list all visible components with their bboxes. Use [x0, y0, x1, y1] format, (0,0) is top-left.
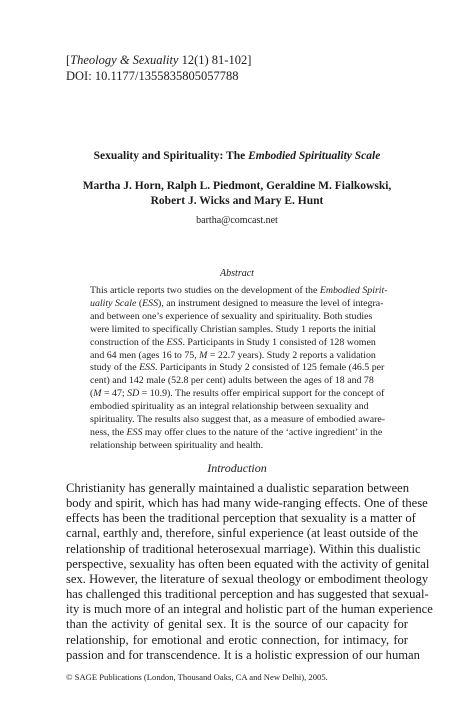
paper-title — [0, 150, 474, 162]
authors-line-2: Robert J. Wicks and Mary E. Hunt — [150, 195, 324, 207]
abstract-line: relationship between spirituality and health. — [90, 439, 264, 451]
abstract-line: and between one’s experience of sexuality and spirituality. Both studies — [90, 310, 373, 322]
body-line: ity is much more of an integral and holistic part of the human experience — [66, 602, 433, 617]
abstract-line: construction of the ESS. Participants in Study 1 consisted of 128 women — [90, 336, 376, 348]
body-line: carnal, earthly and, therefore, sinful experience (at least outside of the — [66, 526, 419, 541]
body-line: passion and for transcendence. It is a holistic expression of our human — [66, 647, 420, 662]
body-line: perspective, sexuality has often been equated with the activity of genital — [66, 556, 430, 571]
abstract-line: spirituality. The results also suggest that, as a measure of embodied aware- — [90, 414, 386, 426]
introduction-text — [66, 481, 433, 663]
copyright-footer: © SAGE Publications (London, Thousand Oaks, CA and New Delhi), 2005. — [66, 672, 328, 682]
title-italic: Embodied Spirituality Scale — [248, 150, 381, 162]
abstract-line: study of the ESS. Participants in Study 2 consisted of 125 female (46.5 per — [90, 362, 385, 374]
abstract-line: and 64 men (ages 16 to 75, M = 22.7 years). Study 2 reports a validation — [90, 349, 376, 361]
citation-block — [66, 52, 251, 84]
body-line: Christianity has generally maintained a dualistic separation between — [66, 481, 410, 495]
abstract-heading: Abstract — [220, 268, 254, 279]
body-line: than the activity of genital sex. It is the source of our capacity for — [66, 617, 408, 632]
abstract-line: were limited to specifically Christian samples. Study 1 reports the initial — [90, 323, 377, 335]
journal-issue: 12(1) 81-102] — [178, 53, 252, 67]
abstract-line: This article reports two studies on the development of the Embodied Spirit- — [90, 285, 388, 296]
title-main: Sexuality and Spirituality: The — [93, 150, 249, 162]
author-list — [40, 179, 434, 209]
body-line: effects has been the traditional perception that sexuality is a matter of — [66, 511, 416, 526]
contact-email: bartha@comcast.net — [196, 215, 278, 226]
abstract-line: (M = 47; SD = 10.9). The results offer empirical support for the concept of — [90, 388, 385, 400]
abstract-line: uality Scale (ESS), an instrument designed to measure the level of integra- — [90, 297, 384, 309]
body-line: has challenged this traditional perception and has suggested that sexual- — [66, 587, 429, 602]
authors-line-1: Martha J. Horn, Ralph L. Piedmont, Geraldine M. Fialkowski, — [82, 180, 392, 192]
body-line: relationship, for emotional and erotic connection, for intimacy, for — [66, 632, 408, 647]
doi-line: DOI: 10.1177/1355835805057788 — [66, 69, 239, 83]
abstract-line: embodied spirituality as an integral relationship between sexuality and — [90, 401, 369, 413]
abstract-line: ness, the ESS may offer clues to the nature of the ‘active ingredient’ in the — [90, 426, 383, 438]
journal-name: Theology & Sexuality — [70, 53, 179, 67]
abstract-text — [90, 285, 394, 453]
body-line: sex. However, the literature of sexual theology or embodiment theology — [66, 571, 429, 586]
introduction-heading: Introduction — [207, 461, 267, 475]
citation-line — [66, 52, 251, 68]
body-line: relationship of traditional heterosexual marriage). Within this dualistic — [66, 541, 421, 556]
body-line: body and spirit, which has had many wide-ranging effects. One of these — [66, 496, 428, 511]
open-bracket: [ — [66, 53, 71, 67]
abstract-line: cent) and 142 male (52.8 per cent) adults between the ages of 18 and 78 — [90, 375, 374, 387]
